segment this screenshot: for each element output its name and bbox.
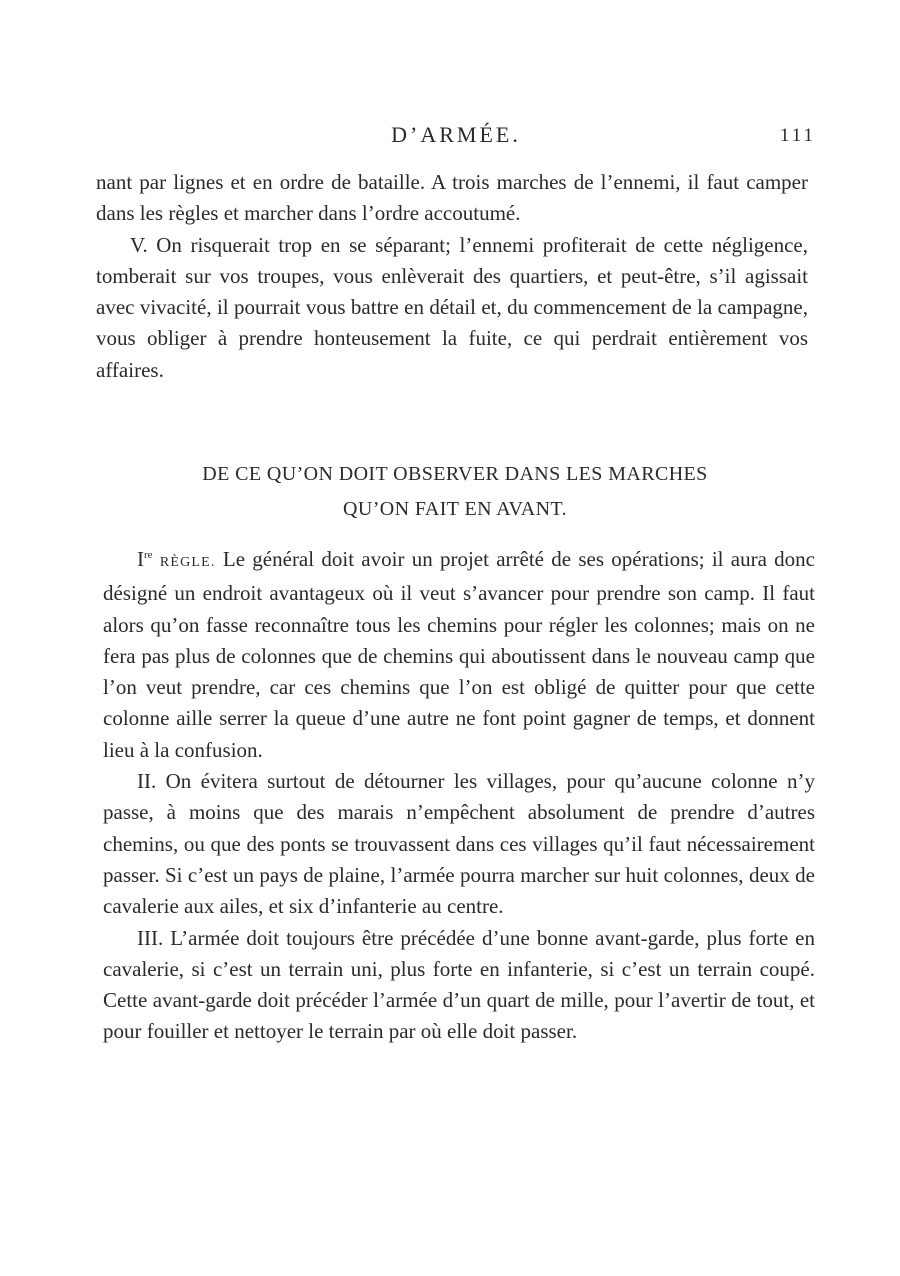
top-text-block <box>96 167 808 386</box>
rule-1-numeral: I <box>137 547 144 571</box>
section-heading-line-2: QU’ON FAIT EN AVANT. <box>343 498 567 520</box>
running-title: D’ARMÉE. <box>391 122 521 147</box>
rule-1-paragraph <box>103 544 815 766</box>
rule-1-word: RÈGLE. <box>159 555 216 570</box>
paragraph-v: V. On risquerait trop en se séparant; l’ennemi profiterait de cette négligence, tomberait sur vos troupes, vous enlèverait des quartiers, et peut-être, s’il agissait avec vivacité, il pourrait vous battre en détail et, du commencement de la campagne, vous obliger à prendre honteusement la fuite, ce qui perdrait entièrement vos affaires. <box>96 232 808 382</box>
page-number: 111 <box>779 125 816 146</box>
running-head <box>96 122 816 156</box>
continuation-paragraph: nant par lignes et en ordre de bataille. A trois marches de l’ennemi, il faut camper dans les règles et marcher dans l’ordre accoutumé. <box>96 170 808 226</box>
rules-text-block <box>103 544 815 1048</box>
rule-1-ordinal: re <box>144 549 153 561</box>
section-heading-line-1: DE CE QU’ON DOIT OBSERVER DANS LES MARCHES <box>202 463 708 485</box>
rule-3-paragraph: III. L’armée doit toujours être précédée d’une bonne avant-garde, plus forte en cavalerie, si c’est un terrain uni, plus forte en infanterie, si c’est un terrain coupé. Cette avant-garde doit précéder l’armée d’un quart de mille, pour l’avertir de tout, et pour fouiller et nettoyer le terrain par où elle doit passer. <box>103 925 815 1044</box>
rule-1-text: Le général doit avoir un projet arrêté de ses opérations; il aura donc désigné un endroit avantageux où il veut s’avancer pour prendre son camp. Il faut alors qu’on fasse reconnaître tous les chemins pour régler les colonnes; mais on ne fera pas plus de colonnes que de chemins qui aboutissent dans le nouveau camp que l’on veut prendre, car ces chemins que l’on est obligé de quitter pour que cette colonne aille serrer la queue d’une autre ne font point gagner de temps, et donnent lieu à la confusion. <box>103 547 815 762</box>
section-heading <box>96 457 814 527</box>
rule-1-label <box>137 547 216 571</box>
rule-2-paragraph: II. On évitera surtout de détourner les villages, pour qu’aucune colonne n’y passe, à moins que des marais n’empêchent absolument de prendre d’autres chemins, ou que des ponts se trouvassent dans ces villages qu’il faut nécessairement passer. Si c’est un pays de plaine, l’armée pourra marcher sur huit colonnes, deux de cavalerie aux ailes, et six d’infanterie au centre. <box>103 769 815 919</box>
